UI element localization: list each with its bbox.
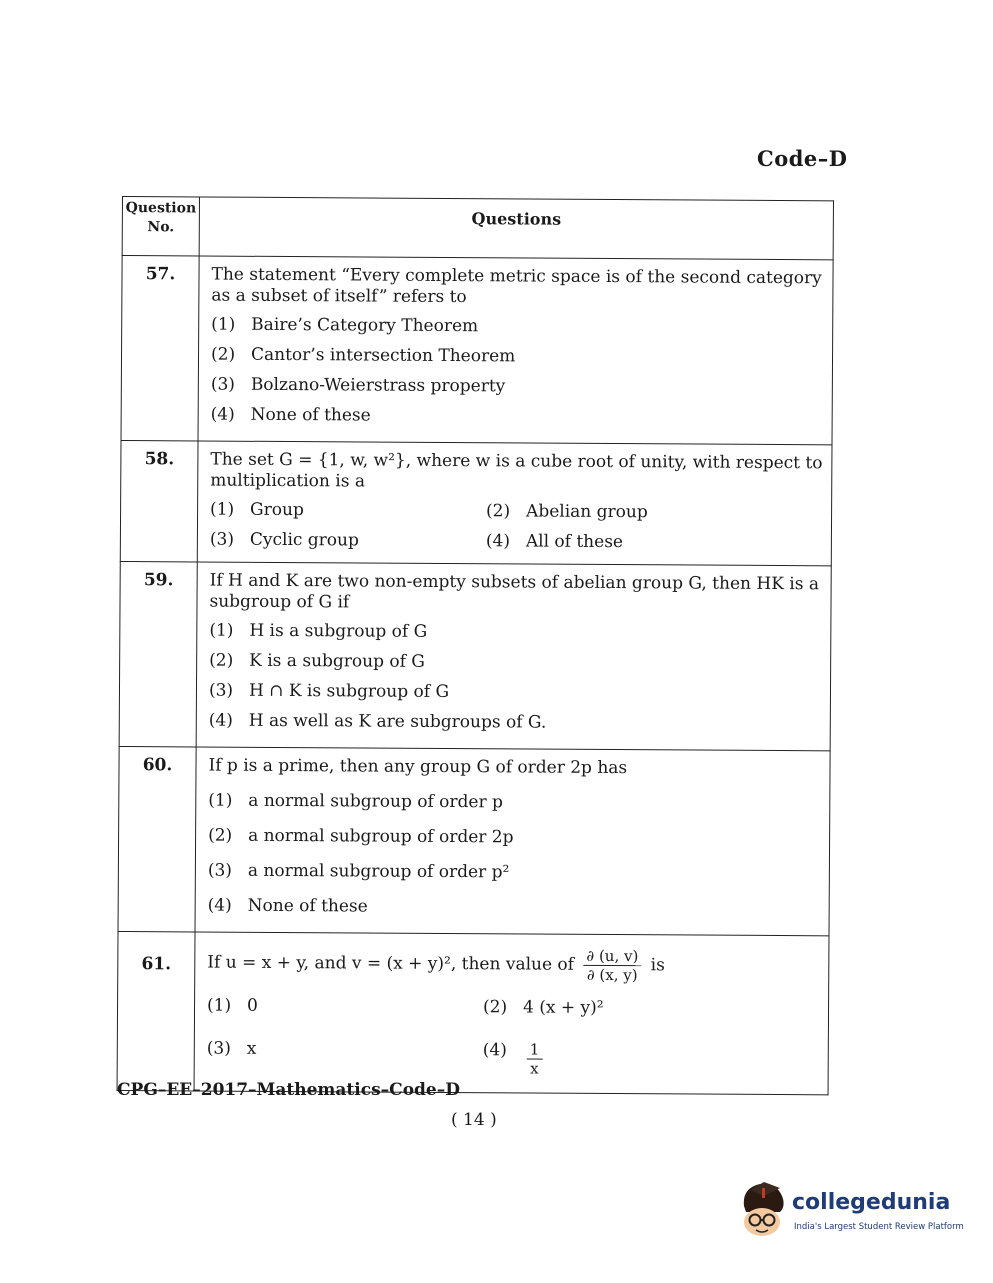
option: (1) Group [210,499,304,521]
question-stem: If u = x + y, and v = (x + y)², then value of $\frac{\partial (u, v)}{\partial (x, y)}$ is [207,946,665,985]
question-stem: If p is a prime, then any group G of order 2p has [208,755,628,779]
question-table [117,196,834,1095]
option: (3) a normal subgroup of order p² [207,860,510,883]
option: (4) All of these [485,531,624,553]
options-grid [207,996,822,1080]
option: (1) 0 [206,995,258,1016]
question-stem: The statement “Every complete metric space is of the second category as a subset of itself” refers to [211,264,822,308]
question-number: 59. [119,561,197,746]
question-content [198,256,833,445]
question-stem: The set G = {1, w, w²}, where w is a cube root of unity, with respect to multiplication is a [210,449,823,492]
question-number: 61. [117,931,195,1090]
collegedunia-logo [736,1176,964,1246]
question-content [195,747,830,936]
options-grid [210,500,825,555]
paper-code-label: Code–D [757,146,848,171]
option: (4) H as well as K are subgroups of G. [208,710,547,733]
option: (2) a normal subgroup of order 2p [208,825,514,848]
question-no-header: Question No. [122,197,199,256]
option: (2) K is a subgroup of G [209,650,425,672]
question-number: 58. [120,440,198,561]
page-number: ( 14 ) [451,1110,497,1130]
option: (2) 4 (x + y)² [482,997,604,1018]
option: (4) None of these [210,404,371,426]
question-row-60 [118,746,830,935]
logo-tagline: India's Largest Student Review Platform [794,1222,964,1232]
question-content [194,932,829,1095]
footer-paper-code: CPG–EE–2017–Mathematics–Code–D [117,1080,460,1100]
option-fraction: $\frac{1}{x}$ [527,1040,543,1077]
option: (3) H ∩ K is subgroup of G [208,680,450,703]
option: (4) None of these [207,895,368,917]
question-number: 57. [121,256,199,441]
question-content [197,441,832,566]
table-header-row [122,197,833,260]
option: (1) a normal subgroup of order p [208,790,504,813]
questions-header: Questions [199,197,833,260]
option: (3) Cyclic group [209,529,359,551]
mascot-icon [736,1176,792,1246]
question-content [196,562,831,751]
option: (3) x [206,1038,257,1059]
question-row-59 [119,561,831,750]
option: (2) Cantor’s intersection Theorem [210,344,516,367]
option: (1) H is a subgroup of G [209,620,428,642]
option: (3) Bolzano-Weierstrass property [210,374,506,397]
option: (4) $\frac{1}{x}$ [483,1040,822,1079]
question-stem: If H and K are two non-empty subsets of abelian group G, then HK is a subgroup of G if [209,570,820,613]
question-row-57 [121,256,833,445]
jacobian-fraction: $\frac{\partial (u, v)}{\partial (x, y)}$ [583,947,641,984]
logo-name: collegedunia [792,1190,951,1215]
option: (2) Abelian group [486,501,648,523]
question-number: 60. [118,746,196,931]
option: (1) Baire’s Category Theorem [211,314,479,337]
question-row-61 [117,931,829,1094]
question-row-58 [120,440,832,565]
